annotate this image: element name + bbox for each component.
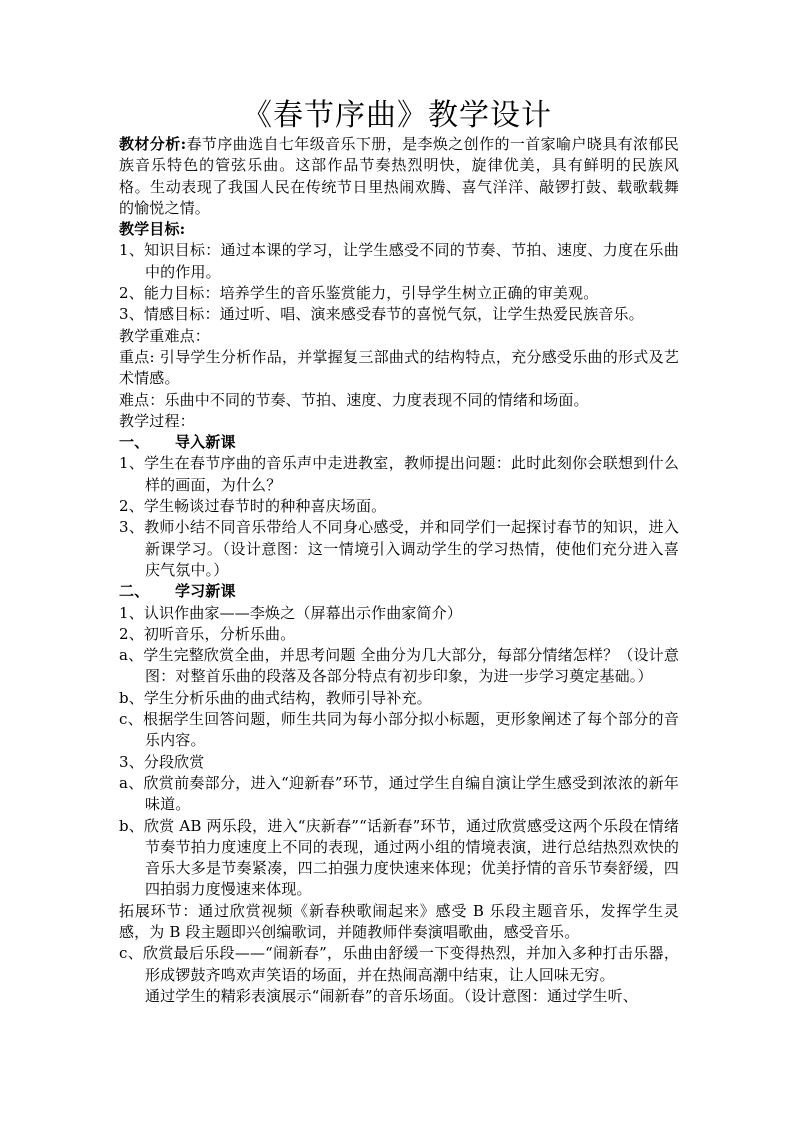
- list-item: c、欣赏最后乐段——“闹新春”，乐曲由舒缓一下变得热烈，并加入多种打击乐器，形成锣鼓齐鸣欢声笑语的场面，并在热闹高潮中结束，让人回味无穷。: [119, 944, 679, 984]
- list-item: 3、分段欣赏: [119, 752, 205, 771]
- section-heading: [119, 432, 679, 453]
- document-title: 《春节序曲》教学设计: [242, 98, 552, 133]
- list-item: 2、学生畅谈过春节时的种种喜庆场面。: [119, 497, 387, 516]
- material-label: 教材分析:: [119, 135, 187, 153]
- list-item: 1、学生在春节序曲的音乐声中走进教室，教师提出问题：此时此刻你会联想到什么样的画面，为什么？: [119, 454, 679, 494]
- section-heading: [119, 581, 679, 602]
- section-title: 导入新课: [175, 433, 236, 452]
- section-number: 二、: [119, 582, 150, 601]
- list-item: a、欣赏前奏部分，进入“迎新春”环节，通过学生自编自演让学生感受到浓浓的新年味道。: [119, 773, 679, 814]
- key-point-item: 难点：乐曲中不同的节奏、节拍、速度、力度表现不同的情绪和场面。: [119, 390, 589, 409]
- list-item: 2、初听音乐，分析乐曲。: [119, 624, 296, 643]
- list-item: 1、认识作曲家——李焕之（屏幕出示作曲家简介）: [119, 603, 462, 622]
- goals-heading: 教学目标:: [119, 220, 186, 239]
- document-body: [119, 134, 679, 1007]
- key-points-heading: 教学重难点：: [119, 326, 210, 345]
- list-item: b、学生分析乐曲的曲式结构，教师引导补充。: [119, 688, 432, 707]
- list-item: a、学生完整欣赏全曲，并思考问题 全曲分为几大部分，每部分情绪怎样？（设计意图：对整首乐曲的段落及各部分特点有初步印象，为进一步学习奠定基础。）: [119, 646, 679, 686]
- list-item-continuation: 通过学生的精彩表演展示“闹新春”的音乐场面。（设计意图：通过学生听、: [145, 986, 638, 1005]
- list-item: b、欣赏 AB 两乐段，进入“庆新春”“话新春”环节，通过欣赏感受这两个乐段在情绪节奏节拍力度速度上不同的表现，通过两小组的情境表演，进行总结热烈欢快的音乐大多是节奏紧凑，四二拍强力度快速来体现；优美抒情的音乐节奏舒缓，四四拍弱力度慢速来体现。: [119, 816, 679, 899]
- goal-item: 3、情感目标：通过听、唱、演来感受春节的喜悦气氛，让学生热爱民族音乐。: [119, 305, 644, 324]
- process-heading: 教学过程：: [119, 411, 195, 430]
- section-number: 一、: [119, 433, 150, 452]
- section-title: 学习新课: [175, 582, 236, 601]
- key-point-item: 重点: 引导学生分析作品，并掌握复三部曲式的结构特点，充分感受乐曲的形式及艺术情感。: [119, 347, 679, 388]
- goal-item: 2、能力目标：培养学生的音乐鉴赏能力，引导学生树立正确的审美观。: [119, 284, 599, 303]
- goal-item: 1、知识目标：通过本课的学习，让学生感受不同的节奏、节拍、速度、力度在乐曲中的作用。: [119, 241, 679, 281]
- list-item: 3、教师小结不同音乐带给人不同身心感受，并和同学们一起探讨春节的知识，进入新课学习。（设计意图：这一情境引入调动学生的学习热情，使他们充分进入喜庆气氛中。）: [119, 518, 679, 579]
- material-text: 春节序曲选自七年级音乐下册，是李焕之创作的一首家喻户晓具有浓郁民族音乐特色的管弦乐曲。这部作品节奏热烈明快，旋律优美，具有鲜明的民族风格。生动表现了我国人民在传统节日里热闹欢腾、喜气洋洋、敲锣打鼓、载歌载舞的愉悦之情。: [119, 135, 679, 217]
- material-analysis: [119, 134, 679, 219]
- list-item: c、根据学生回答问题，师生共同为每小部分拟小标题，更形象阐述了每个部分的音乐内容。: [119, 710, 679, 750]
- extension-paragraph: 拓展环节：通过欣赏视频《新春秧歌闹起来》感受 B 乐段主题音乐，发挥学生灵感，为 B 段主题即兴创编歌词，并随教师伴奏演唱歌曲，感受音乐。: [119, 901, 679, 941]
